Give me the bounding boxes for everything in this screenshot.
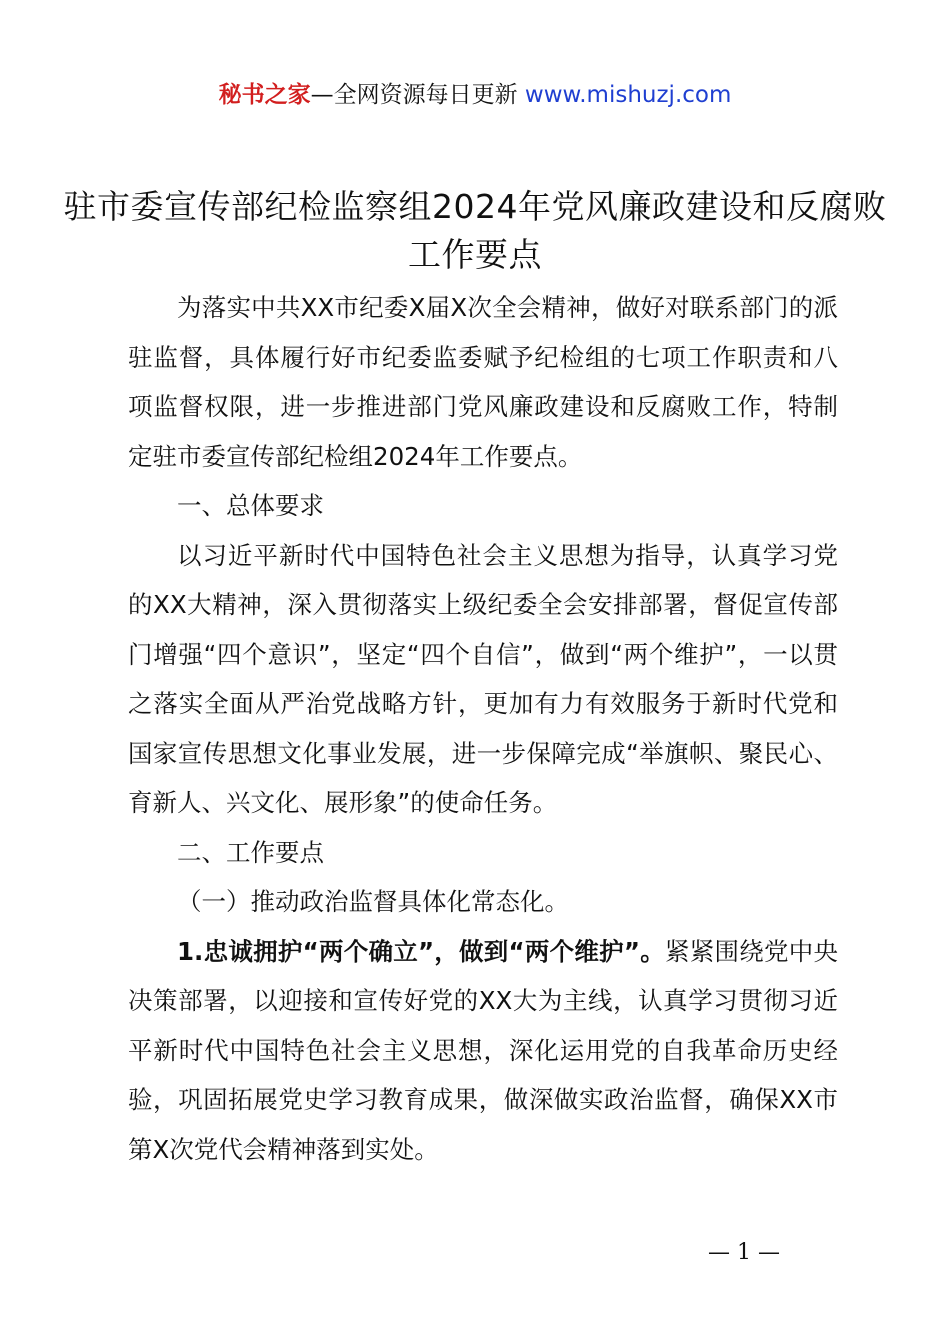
intro-paragraph: 为落实中共XX市纪委X届X次全会精神，做好对联系部门的派驻监督，具体履行好市纪委监委赋予纪检组的七项工作职责和八项监督权限，进一步推进部门党风廉政建设和反腐败工作，特制定驻市委宣传部纪检组2024年工作要点。 [128, 293, 838, 471]
item-1-paragraph [128, 927, 838, 1175]
site-tagline: —全网资源每日更新 [310, 82, 518, 108]
section-heading-work-points: 二、工作要点 [177, 837, 324, 867]
site-url-link[interactable]: www.mishuzj.com [524, 82, 732, 108]
site-brand: 秘书之家 [218, 82, 311, 108]
page-number: — 1 — [708, 1240, 780, 1265]
document-title: 驻市委宣传部纪检监察组2024年党风廉政建设和反腐败工作要点 [63, 187, 887, 274]
item-1-lead: 1.忠诚拥护“两个确立”，做到“两个维护”。 [177, 936, 665, 966]
document-body [128, 283, 838, 1174]
section-heading-general-requirements: 一、总体要求 [177, 491, 324, 520]
subsection-heading-political-supervision: （一）推动政治监督具体化常态化。 [177, 887, 569, 916]
site-banner [0, 78, 950, 112]
item-1-text: 紧紧围绕党中央决策部署，以迎接和宣传好党的XX大为主线，认真学习贯彻习近平新时代中国特色社会主义思想，深化运用党的自我革命历史经验，巩固拓展党史学习教育成果，做深做实政治监督，确保XX市第X次党代会精神落到实处。 [128, 936, 838, 1164]
general-requirements-paragraph: 以习近平新时代中国特色社会主义思想为指导，认真学习党的XX大精神，深入贯彻落实上级纪委全会安排部署，督促宣传部门增强“四个意识”，坚定“四个自信”，做到“两个维护”，一以贯之落实全面从严治党战略方针，更加有力有效服务于新时代党和国家宣传思想文化事业发展，进一步保障完成“举旗帜、聚民心、育新人、兴文化、展形象”的使命任务。 [128, 540, 838, 817]
